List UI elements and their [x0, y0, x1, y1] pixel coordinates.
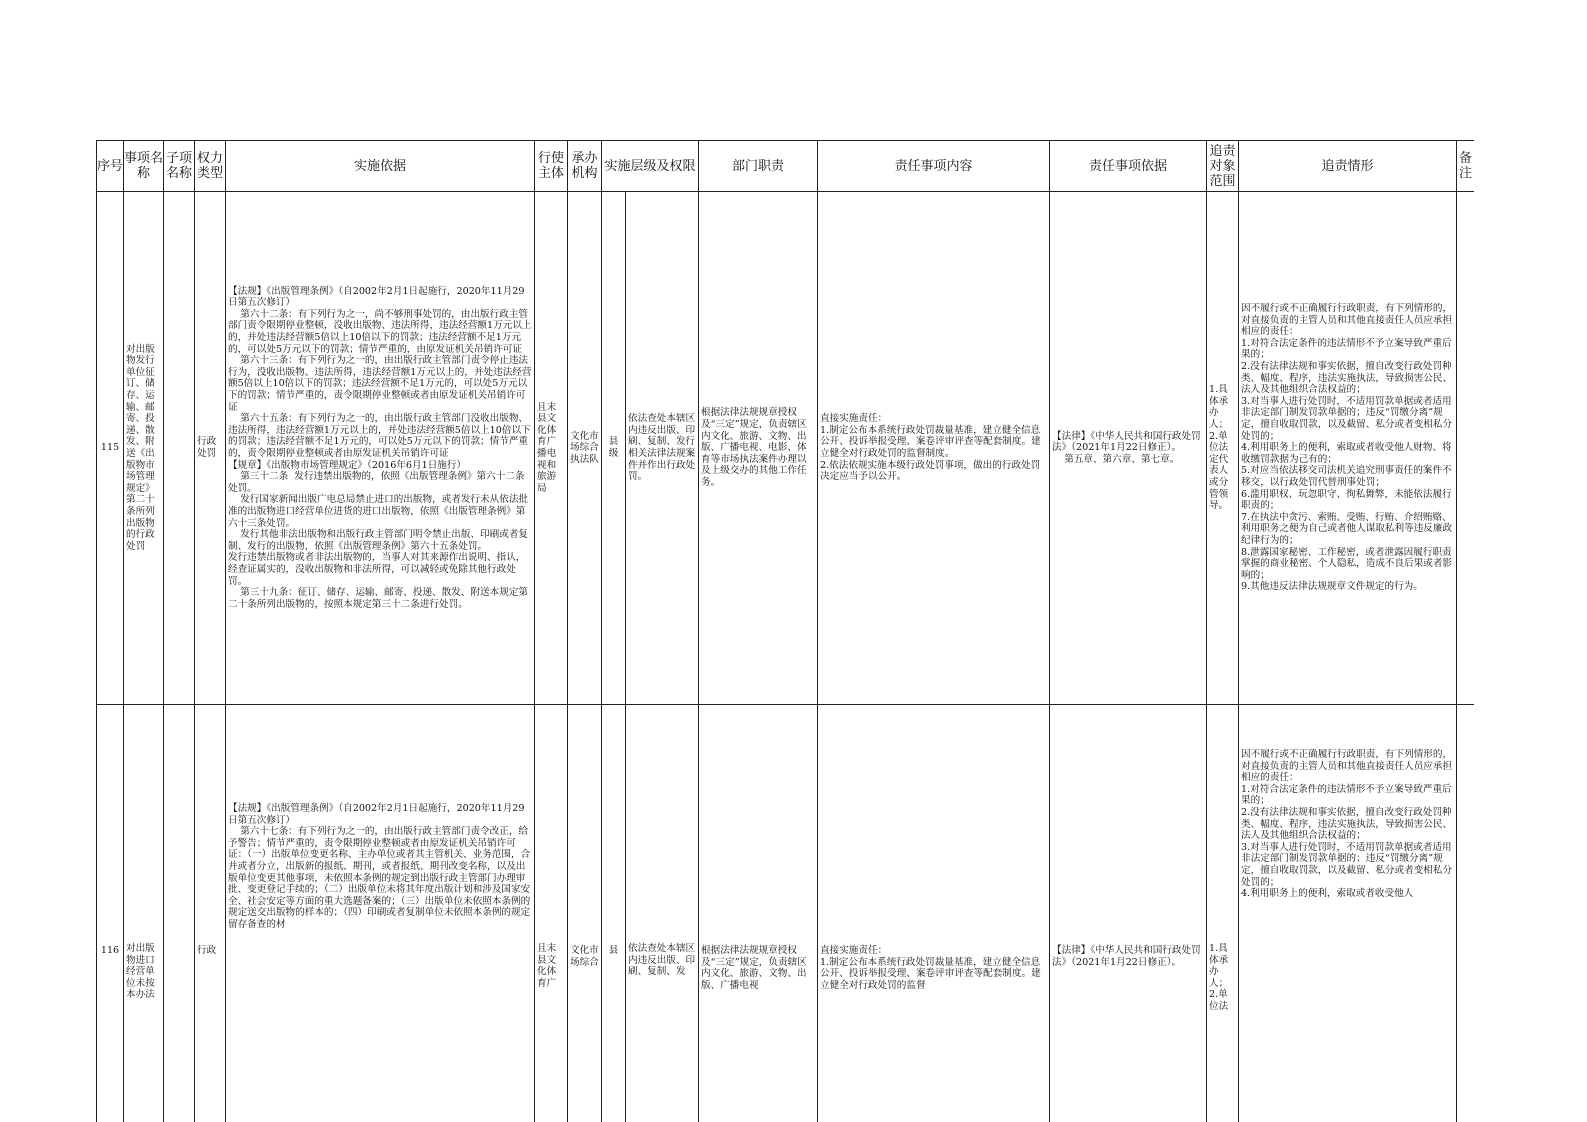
- agency-text: 文化市场综合执法队: [570, 430, 599, 465]
- agency-text: 文化市场综合: [570, 945, 599, 968]
- power-type-text: 行政处罚: [197, 436, 217, 459]
- cell-power-type: [195, 705, 226, 1122]
- resp-content-text: 直接实施责任： 1.制定公布本系统行政处罚裁量基准，建立健全信息公开、投诉举报受理、案卷评审评查等配套制度。建立健全对行政处罚的监督制度。 2.依法依规实施本级行政处罚事项，做出的行政处罚决定应当予以公开。: [820, 413, 1041, 483]
- cell-seq: [97, 192, 124, 705]
- header-row: [97, 141, 1475, 192]
- cell-basis: [226, 705, 535, 1122]
- cell-remark: [1457, 705, 1474, 1122]
- cell-agency: [568, 192, 602, 705]
- cell-sub-name: [164, 705, 195, 1122]
- cell-seq: [97, 705, 124, 1122]
- cell-authority: [626, 705, 699, 1122]
- authority-text: 依法查处本辖区内违反出版、印刷、复制、发: [628, 943, 696, 978]
- cell-duty: [699, 192, 818, 705]
- header-situation: 追责情形: [1239, 141, 1457, 192]
- cell-subject: [535, 192, 568, 705]
- basis-text: 【法规】《出版管理条例》（自2002年2月1日起施行，2020年11月29日第五次修订） 第六十二条：有下列行为之一，尚不够刑事处罚的，由出版行政主管部门责令限期停业整顿，没收出版物、违法所得，违法经营额1万元以上的，并处违法经营额5倍以上10倍以下的罚款；违法经营额不足1万元的，可以处5万元以下的罚款；情节严重的，由原发证机关吊销许可证 第六十三条：有下列行为之一的，由出版行政主管部门责令停止违法行为，没收出版物、违法所得，违法经营额1万元以上的，并处违法经营额5倍以上10倍以下的罚款；违法经营额不足1万元的，可以处5万元以下的罚款；情节严重的，责令限期停业整顿或者由原发证机关吊销许可证 第六十五条：有下列行为之一的，由出版行政主管部门没收出版物、违法所得，违法经营额1万元以上的，并处违法经营额5倍以上10倍以下的罚款；违法经营额不足1万元的，可以处5万元以下的罚款；情节严重的，责令限期停业整顿或者由原发证机关吊销许可证 【规章】《出版物市场管理规定》（2016年6月1日施行） 第三十二条 发行违禁出版物的，依照《出版管理条例》第六十二条处罚。 发行国家新闻出版广电总局禁止进口的出版物，或者发行未从依法批准的出版物进口经营单位进货的进口出版物，依照《出版管理条例》第六十三条处罚。 发行其他非法出版物和出版行政主管部门明令禁止出版、印刷或者复制、发行的出版物，依照《出版管理条例》第六十五条处罚。 发行违禁出版物或者非法出版物的，当事人对其来源作出说明、指认，经查证属实的，没收出版物和非法所得，可以减轻或免除其他行政处罚。 第三十九条：征订、储存、运输、邮寄、投递、散发、附送本规定第二十条所列出版物的，按照本规定第三十二条进行处罚。: [228, 285, 532, 610]
- cell-resp-content: [818, 705, 1050, 1122]
- header-resp-basis: 责任事项依据: [1050, 141, 1207, 192]
- power-list-sheet: [96, 140, 1474, 1122]
- cell-duty: [699, 705, 818, 1122]
- sub-name-text: [164, 447, 194, 449]
- sub-name-text: [164, 705, 194, 756]
- situation-text: 因不履行或不正确履行行政职责，有下列情形的，对直接负责的主管人员和其他直接责任人员应承担相应的责任： 1.对符合法定条件的违法情形不予立案导致严重后果的； 2.没有法律法规和事实依据，擅自改变行政处罚种类、幅度、程序，违法实施执法，导致损害公民、法人及其他组织合法权益的； 3.对当事人进行处罚时，不适用罚款单据或者适用非法定部门制发罚款单据的；违反“罚缴分离”规定，擅自收取罚款，以及截留、私分或者变相私分处罚的； 4.利用职务上的便利，索取或者收受他人: [1241, 749, 1453, 900]
- header-resp-content: 责任事项内容: [818, 141, 1050, 192]
- remark-text: [1457, 447, 1474, 449]
- basis-text: 【法规】《出版管理条例》（自2002年2月1日起施行，2020年11月29日第五次修订） 第六十七条：有下列行为之一的，由出版行政主管部门责令改正，给予警告；情节严重的，责令限期停业整顿或者由原发证机关吊销许可证：（一）出版单位变更名称、主办单位或者其主管机关、业务范围，合并或者分立，出版新的报纸、期刊，或者报纸、期刊改变名称，以及出版单位变更其他事项，未依照本条例的规定到出版行政主管部门办理审批、变更登记手续的；（二）出版单位未将其年度出版计划和涉及国家安全、社会安定等方面的重大选题备案的；（三）出版单位未依照本条例的规定送交出版物的样本的；（四）印刷或者复制单位未依照本条例的规定留存备查的材: [228, 803, 531, 930]
- header-item-name: 事项名称: [124, 141, 164, 192]
- item-name-text: 对出版物进口经营单位未按本办法: [126, 943, 155, 1001]
- resp-basis-text: 【法律】《中华人民共和国行政处罚法》（2021年1月22日修正）。 第五章、第六章、第七章。: [1052, 430, 1201, 465]
- header-scope: 追责对象范围: [1207, 141, 1239, 192]
- situation-text: 因不履行或不正确履行行政职责，有下列情形的，对直接负责的主管人员和其他直接责任人员应承担相应的责任： 1.对符合法定条件的违法情形不予立案导致严重后果的； 2.没有法律法规和事实依据，擅自改变行政处罚种类、幅度、程序，违法实施执法，导致损害公民、法人及其他组织合法权益的； 3.对当事人进行处罚时，不适用罚款单据或者适用非法定部门制发罚款单据的；违反“罚缴分离”规定，擅自收取罚款，以及截留、私分或者变相私分处罚的； 4.利用职务上的便利，索取或者收受他人财物、将收缴罚款据为己有的； 5.对应当依法移交司法机关追究刑事责任的案件不移交，以行政处罚代替刑事处罚； 6.滥用职权、玩忽职守、徇私舞弊，未能依法履行职责的； 7.在执法中贪污、索贿、受贿、行贿、介绍贿赂、利用职务之便为自己或者他人谋取私利等违反廉政纪律行为的； 8.泄露国家秘密、工作秘密，或者泄露因履行职责掌握的商业秘密、个人隐私，造成不良后果或者影响的； 9.其他违反法律法规规章文件规定的行为。: [1241, 303, 1453, 593]
- header-basis: 实施依据: [226, 141, 535, 192]
- cell-level: [602, 705, 626, 1122]
- header-agency: 承办机构: [568, 141, 602, 192]
- header-remark: 备注: [1457, 141, 1474, 192]
- cell-resp-content: [818, 192, 1050, 705]
- resp-content-text: 直接实施责任： 1.制定公布本系统行政处罚裁量基准，建立健全信息公开、投诉举报受理、案卷评审评查等配套制度。建立健全对行政处罚的监督: [820, 945, 1041, 991]
- scope-text: 1.具体承办人； 2.单位法: [1209, 943, 1229, 1012]
- table-row: [97, 705, 1475, 1122]
- subject-text: 且末县文化体育广播电视和旅游局: [537, 401, 557, 494]
- power-list-table: [96, 140, 1474, 1122]
- level-text: 县级: [608, 436, 619, 459]
- cell-sub-name: [164, 192, 195, 705]
- level-text: 县: [608, 945, 619, 956]
- header-subject: 行使主体: [535, 141, 568, 192]
- cell-item-name: [124, 705, 164, 1122]
- cell-basis: [226, 192, 535, 705]
- remark-text: [1457, 705, 1474, 756]
- authority-text: 依法查处本辖区内违反出版、印刷、复制、发行相关法律法规案件并作出行政处罚。: [628, 413, 696, 483]
- duty-text: 根据法律法规规章授权及“三定”规定，负责辖区内文化、旅游、文物、出版、广播电视: [701, 945, 807, 991]
- cell-scope: [1207, 192, 1239, 705]
- table-row: [97, 192, 1475, 705]
- power-type-text: 行政: [197, 945, 217, 956]
- cell-remark: [1457, 192, 1474, 705]
- cell-situation: [1239, 192, 1457, 705]
- header-seq: 序号: [97, 141, 124, 192]
- header-level: 实施层级及权限: [602, 141, 699, 192]
- cell-power-type: [195, 192, 226, 705]
- header-sub-name: 子项名称: [164, 141, 195, 192]
- cell-resp-basis: [1050, 192, 1207, 705]
- cell-item-name: [124, 192, 164, 705]
- resp-basis-text: 【法律】《中华人民共和国行政处罚法》（2021年1月22日修正）。: [1052, 945, 1201, 968]
- header-power-type: 权力类型: [195, 141, 226, 192]
- seq-text: 115: [100, 442, 120, 454]
- subject-text: 且末县文化体育广: [537, 943, 557, 989]
- cell-subject: [535, 705, 568, 1122]
- cell-situation: [1239, 705, 1457, 1122]
- cell-level: [602, 192, 626, 705]
- item-name-text: 对出版物发行单位征订、储存、运输、邮寄、投递、散发、附送《出版物市场管理规定》第二十条所列出版物的行政处罚: [126, 343, 155, 552]
- header-duty: 部门职责: [699, 141, 818, 192]
- scope-text: 1.具体承办人； 2.单位法定代表人或分管领导。: [1209, 384, 1229, 512]
- cell-agency: [568, 705, 602, 1122]
- seq-text: 116: [100, 945, 120, 956]
- cell-scope: [1207, 705, 1239, 1122]
- cell-resp-basis: [1050, 705, 1207, 1122]
- cell-authority: [626, 192, 699, 705]
- duty-text: 根据法律法规规章授权及“三定”规定，负责辖区内文化、旅游、文物、出版、广播电视、电影、体育等市场执法案件办理以及上级交办的其他工作任务。: [701, 407, 807, 488]
